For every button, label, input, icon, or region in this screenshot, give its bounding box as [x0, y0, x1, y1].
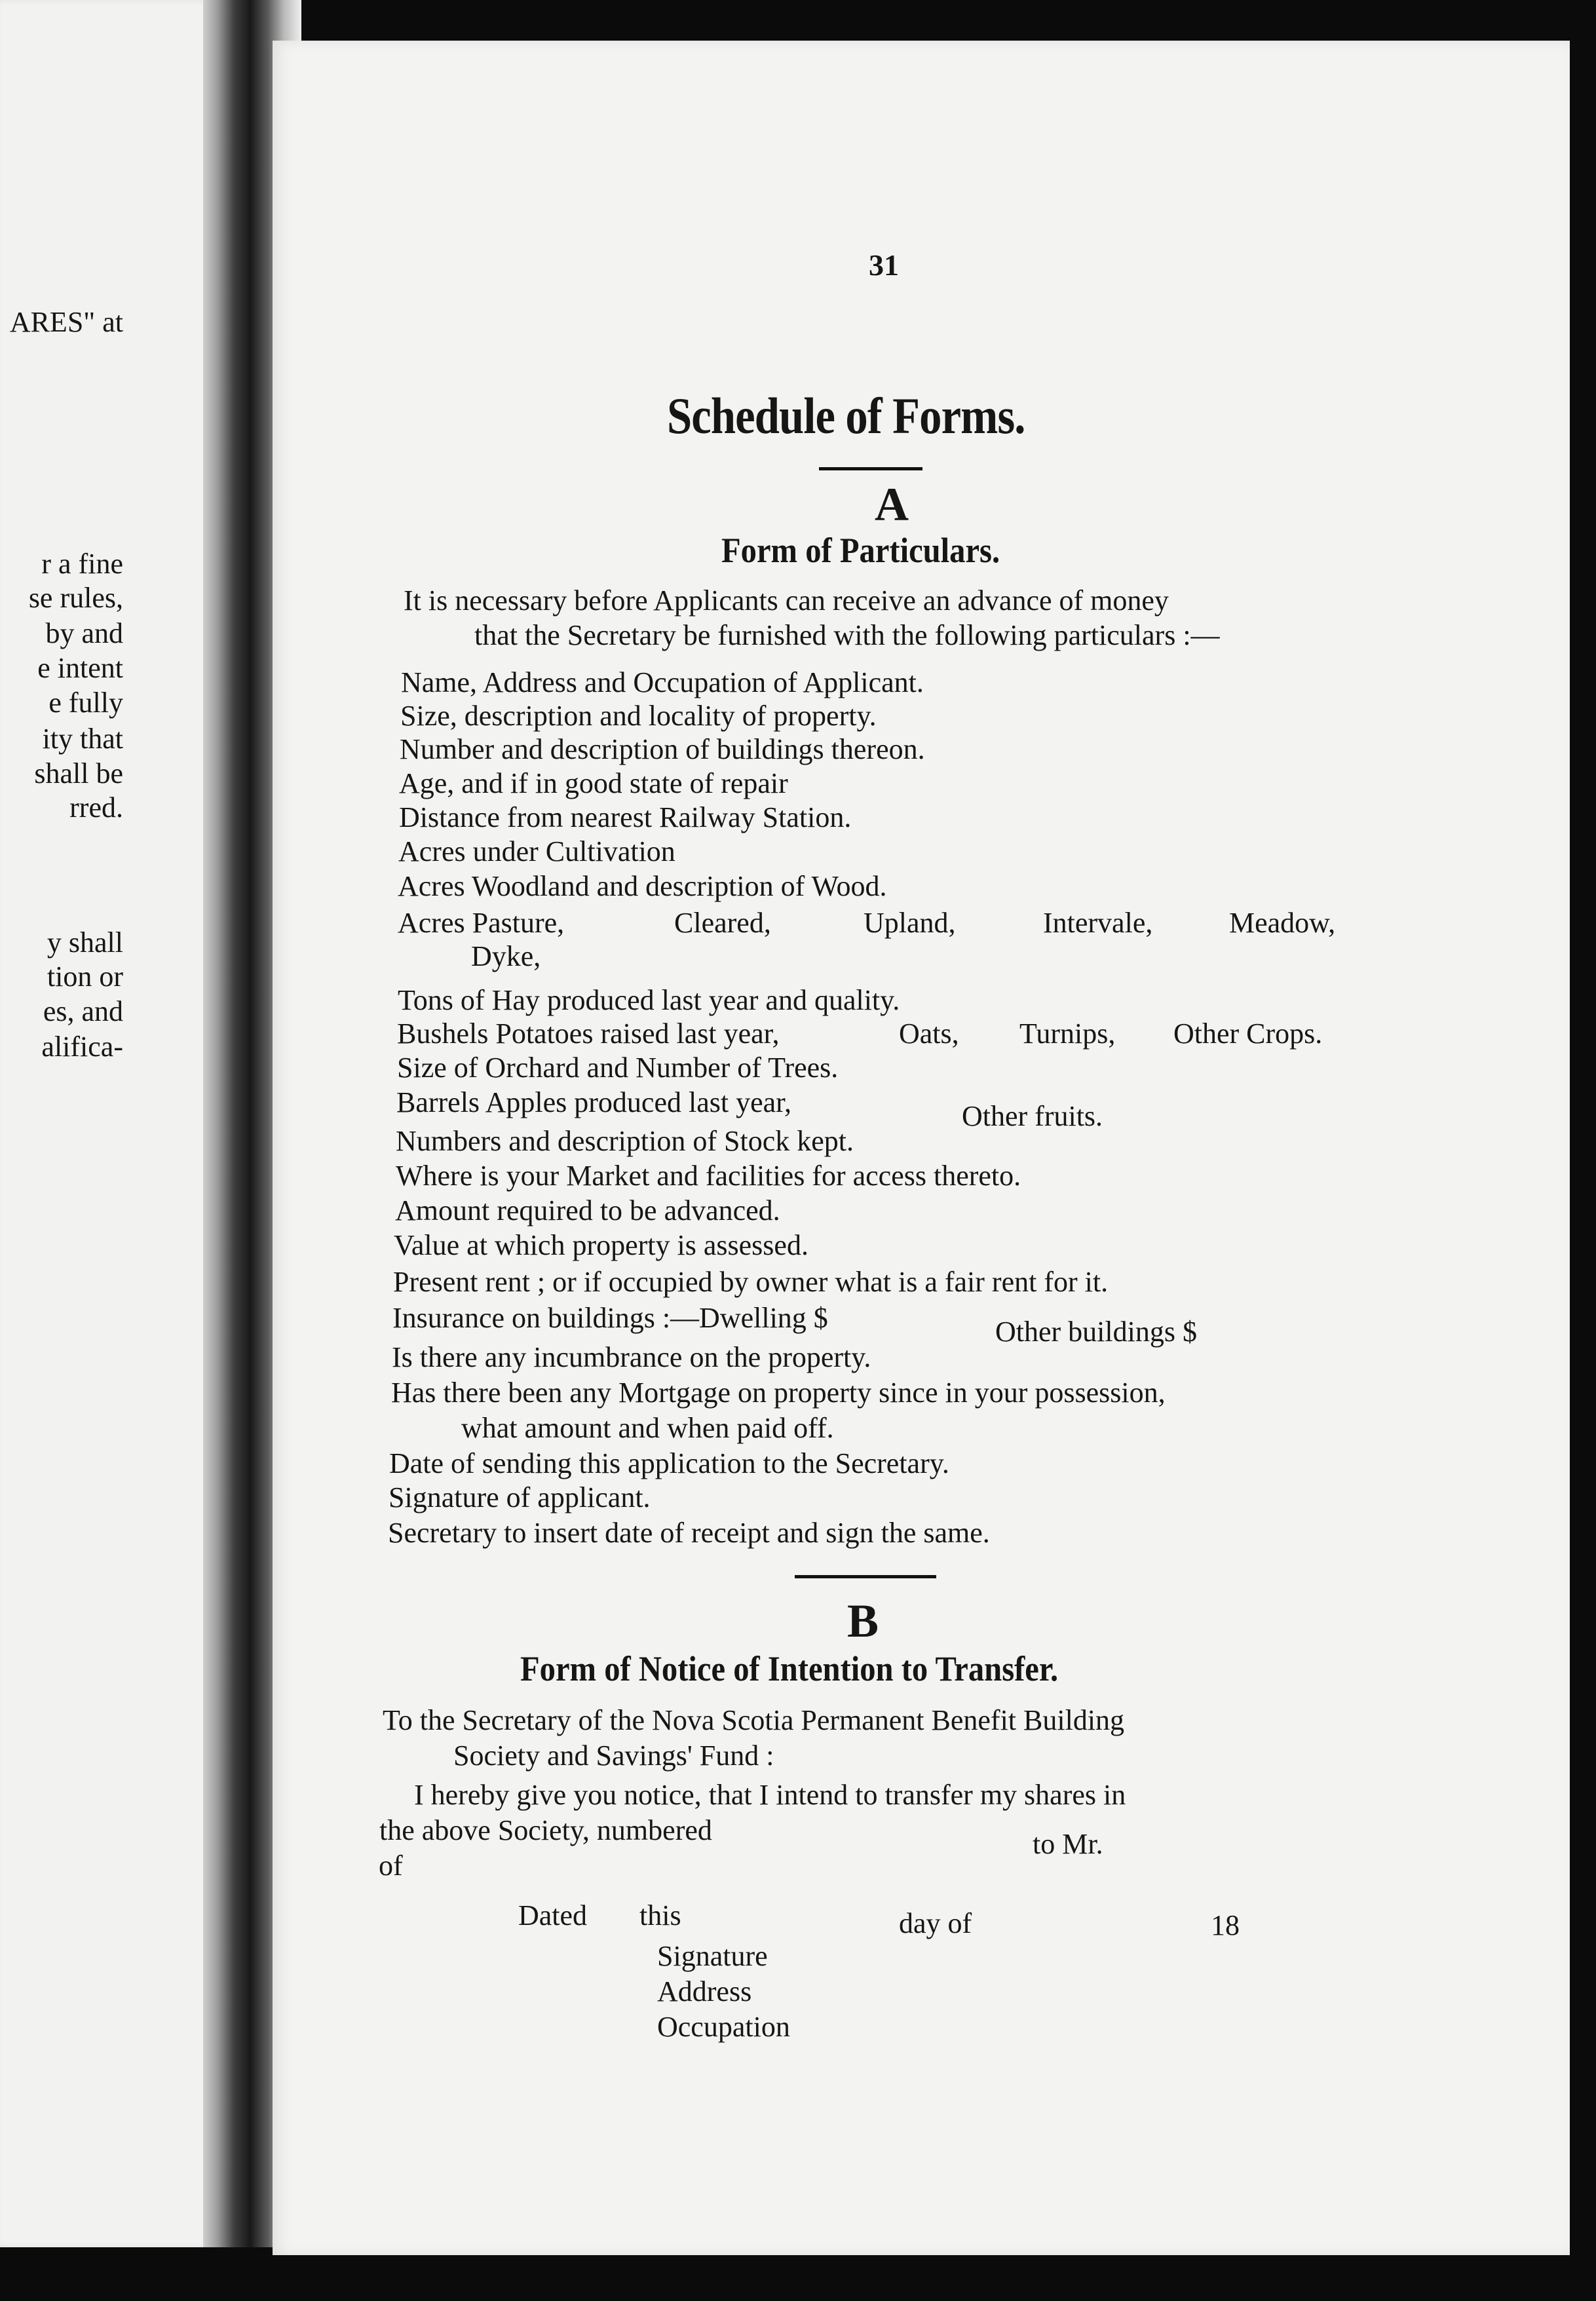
particular-line-3: Number and description of buildings thereon.	[400, 733, 925, 765]
particulars-intro-line-1: It is necessary before Applicants can receive an advance of money	[404, 584, 1169, 617]
apples-other-fruits: Other fruits.	[962, 1100, 1103, 1132]
pasture-intervale: Intervale,	[1043, 907, 1153, 939]
hay-line: Tons of Hay produced last year and quality.	[398, 984, 900, 1016]
value-line: Value at which property is assessed.	[394, 1229, 808, 1261]
left-fragment-9: rred.	[69, 791, 123, 824]
particular-line-4: Age, and if in good state of repair	[399, 767, 788, 799]
stock-line: Numbers and description of Stock kept.	[396, 1125, 854, 1157]
page-number: 31	[869, 248, 899, 282]
dated-this: this	[639, 1899, 681, 1931]
schedule-title: Schedule of Forms.	[667, 387, 1025, 444]
incumbrance-line: Is there any incumbrance on the property.	[392, 1341, 871, 1373]
amount-line: Amount required to be advanced.	[395, 1194, 780, 1227]
pasture-dyke: Dyke,	[471, 940, 541, 972]
section-a-letter: A	[875, 478, 909, 531]
orchard-line: Size of Orchard and Number of Trees.	[397, 1052, 839, 1084]
particulars-intro-line-2: that the Secretary be furnished with the following particulars :—	[474, 619, 1220, 651]
left-fragment-7: ity that	[42, 723, 123, 755]
potatoes-turnips: Turnips,	[1019, 1017, 1116, 1050]
section-b-letter: B	[846, 1595, 879, 1647]
pasture-meadow: Meadow,	[1229, 907, 1336, 939]
particular-line-2: Size, description and locality of property.	[400, 700, 877, 732]
particular-line-6: Acres under Cultivation	[398, 835, 675, 867]
apples-label: Barrels Apples produced last year,	[396, 1086, 792, 1118]
left-fragment-3: se rules,	[28, 582, 123, 614]
transfer-notice-line-1: I hereby give you notice, that I intend to transfer my shares in	[414, 1779, 1126, 1811]
market-line: Where is your Market and facilities for access thereto.	[396, 1160, 1021, 1192]
particular-line-7: Acres Woodland and description of Wood.	[398, 870, 887, 902]
pasture-upland: Upland,	[864, 907, 956, 939]
title-rule	[819, 467, 922, 470]
left-fragment-4: by and	[45, 617, 123, 649]
transfer-of: of	[379, 1850, 403, 1882]
transfer-occupation-label: Occupation	[657, 2011, 790, 2043]
left-fragment-1: ARES" at	[9, 306, 123, 338]
paid-off-line: what amount and when paid off.	[461, 1412, 834, 1444]
section-b-title: Form of Notice of Intention to Transfer.	[520, 1649, 1059, 1688]
transfer-to-mr: to Mr.	[1033, 1828, 1103, 1860]
secretary-receipt-line: Secretary to insert date of receipt and sign the same.	[388, 1517, 990, 1549]
left-fragment-13: alifica-	[41, 1031, 123, 1063]
dated-label: Dated	[518, 1899, 588, 1931]
transfer-notice-line-2: the above Society, numbered	[379, 1814, 712, 1846]
left-fragment-10: y shall	[47, 926, 123, 959]
pasture-cleared: Cleared,	[674, 907, 771, 939]
left-fragment-8: shall be	[34, 757, 123, 789]
left-fragment-6: e fully	[48, 687, 123, 719]
potatoes-label: Bushels Potatoes raised last year,	[397, 1017, 780, 1050]
insurance-dwelling: Insurance on buildings :—Dwelling $	[392, 1302, 828, 1334]
potatoes-oats: Oats,	[899, 1017, 959, 1050]
transfer-signature-label: Signature	[657, 1940, 768, 1972]
mortgage-line: Has there been any Mortgage on property since in your possession,	[391, 1377, 1166, 1409]
particular-line-5: Distance from nearest Railway Station.	[399, 801, 852, 833]
particular-line-1: Name, Address and Occupation of Applicant.	[401, 666, 924, 698]
transfer-address-label: Address	[657, 1975, 752, 2007]
date-sending-line: Date of sending this application to the Secretary.	[389, 1447, 949, 1479]
left-fragment-12: es, and	[43, 995, 123, 1027]
left-fragment-2: r a fine	[41, 548, 123, 580]
section-a-title: Form of Particulars.	[721, 531, 1000, 570]
year-prefix: 18	[1211, 1909, 1240, 1941]
day-of-label: day of	[899, 1907, 972, 1939]
pasture-label: Acres Pasture,	[398, 907, 565, 939]
section-divider	[795, 1575, 936, 1578]
transfer-to-line-1: To the Secretary of the Nova Scotia Permanent Benefit Building	[383, 1704, 1125, 1736]
rent-line: Present rent ; or if occupied by owner what is a fair rent for it.	[393, 1266, 1109, 1298]
insurance-other-buildings: Other buildings $	[995, 1316, 1197, 1348]
transfer-to-line-2: Society and Savings' Fund :	[453, 1740, 774, 1772]
potatoes-other-crops: Other Crops.	[1173, 1017, 1323, 1050]
left-fragment-5: e intent	[37, 652, 123, 684]
left-fragment-11: tion or	[47, 960, 123, 993]
signature-applicant-line: Signature of applicant.	[389, 1481, 651, 1513]
